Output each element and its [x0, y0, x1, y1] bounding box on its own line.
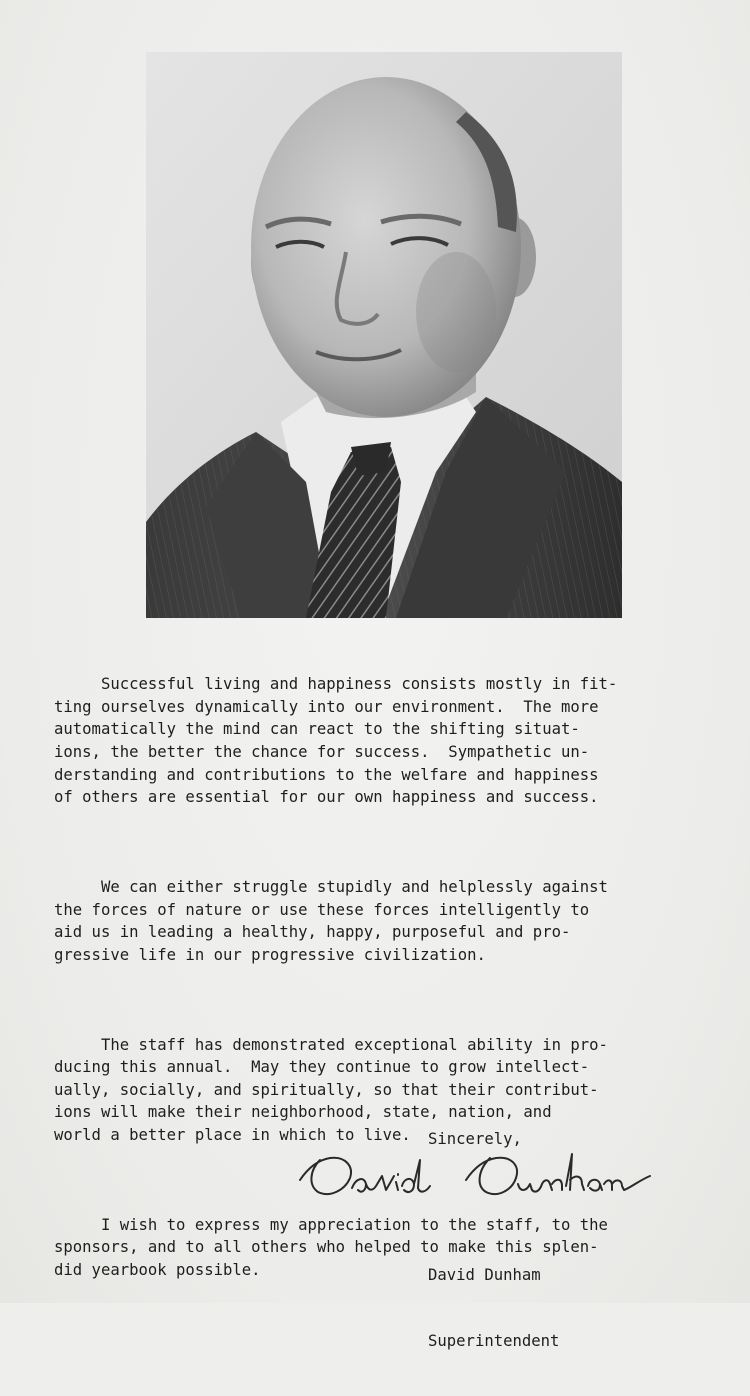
handwritten-signature [290, 1140, 720, 1210]
letter-paragraph-1: Successful living and happiness consists mostly in fit- ting ourselves dynamically into our environment. The more automatically the mind can react to the shifting situat- ions, the better the chance for success. Sympathetic un- derstanding and contributions to the welfare and happiness of others are essential for our own happiness and success. [54, 675, 618, 807]
letter-paragraph-3: The staff has demonstrated exceptional ability in pro- ducing this annual. May they continue to grow intellect- ually, socially, and spiritually, so that their contribut- ions will make their neighborhood, state, nation, and world a better place in which to live. [54, 1035, 608, 1144]
signer-block [428, 1220, 559, 1396]
portrait-photo [146, 52, 622, 618]
letter-body [54, 628, 724, 1349]
superintendent-portrait [146, 52, 622, 618]
letter-closing: Sincerely, [428, 1130, 522, 1148]
signer-title: Superintendent [428, 1332, 560, 1350]
signer-name: David Dunham [428, 1266, 541, 1284]
letter-paragraph-2: We can either struggle stupidly and helplessly against the forces of nature or use these forces intelligently to aid us in leading a healthy, happy, purposeful and pro- gressive life in our progressive civilization. [54, 877, 608, 964]
letter-paragraph-4: I wish to express my appreciation to the staff, to the sponsors, and to all others who helped to make this splen- did yearbook possible. [54, 1215, 608, 1279]
